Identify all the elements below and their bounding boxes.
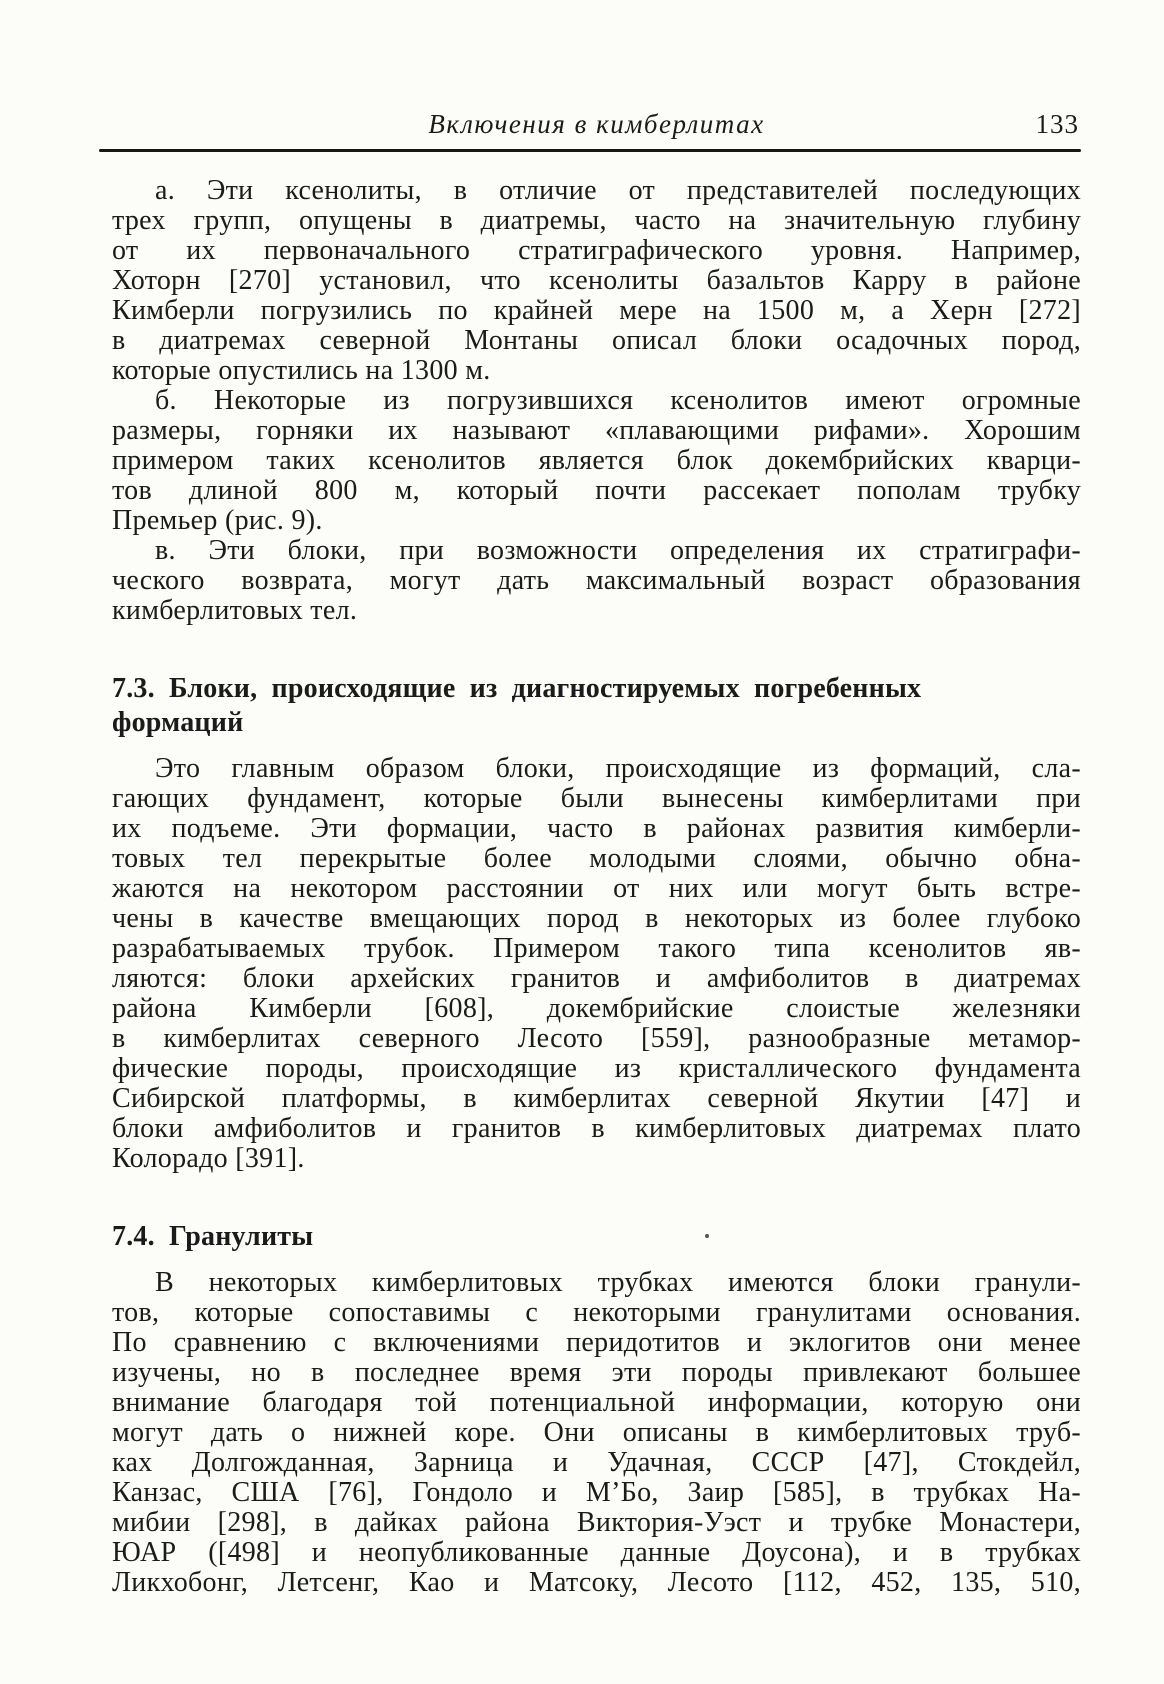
text-line: товых тел перекрытые более молодыми слоями, обычно обна- <box>112 843 1081 874</box>
text-line: района Кимберли [608], докембрийские слоистые железняки <box>112 993 1081 1024</box>
text-line: Премьер (рис. 9). <box>112 505 323 536</box>
paragraph <box>112 176 1081 386</box>
text-line: ЮАР ([498] и неопубликованные данные Доусона), и в трубках <box>112 1537 1081 1568</box>
text-line: тов длиной 800 м, который почти рассекает пополам трубку <box>112 475 1081 506</box>
text-line: В некоторых кимберлитовых трубках имеются блоки гранули- <box>155 1267 1081 1298</box>
text-line: изучены, но в последнее время эти породы привлекают большее <box>112 1357 1081 1388</box>
text-line: размеры, горняки их называют «плавающими рифами». Хорошим <box>112 415 1081 446</box>
text-line: Кимберли погрузились по крайней мере на 1500 м, а Херн [272] <box>112 295 1081 326</box>
text-line: Это главным образом блоки, происходящие из формаций, сла- <box>155 753 1081 784</box>
text-line: в диатремах северной Монтаны описал блоки осадочных пород, <box>112 325 1081 356</box>
content <box>112 176 1081 1598</box>
text-line: Сибирской платформы, в кимберлитах северной Якутии [47] и <box>112 1083 1081 1114</box>
text-line: трех групп, опущены в диатремы, часто на значительную глубину <box>112 205 1081 236</box>
text-line: разрабатываемых трубок. Примером такого типа ксенолитов яв- <box>112 933 1081 964</box>
text-line: блоки амфиболитов и гранитов в кимберлитовых диатремах плато <box>112 1113 1081 1144</box>
page-number: 133 <box>1035 109 1079 139</box>
header-rule <box>99 149 1081 152</box>
text-line: По сравнению с включениями перидотитов и эклогитов они менее <box>112 1327 1081 1358</box>
text-line: мибии [298], в дайках района Виктория-Уэст и трубке Монастери, <box>112 1507 1081 1538</box>
text-line: тов, которые сопоставимы с некоторыми гранулитами основания. <box>112 1297 1081 1328</box>
scan-artifact-dot <box>705 1234 709 1238</box>
text-line: 7.4. Гранулиты <box>112 1221 314 1252</box>
text-line: кимберлитовых тел. <box>112 595 358 626</box>
text-line: жаются на некотором расстоянии от них или могут быть встре- <box>112 873 1081 904</box>
text-line: чены в качестве вмещающих пород в некоторых из более глубоко <box>112 903 1081 934</box>
text-line: их подъеме. Эти формации, часто в районах развития кимберли- <box>112 813 1081 844</box>
text-line: ляются: блоки архейских гранитов и амфиболитов в диатремах <box>112 963 1081 994</box>
text-line: фические породы, происходящие из кристаллического фундамента <box>112 1053 1081 1084</box>
text-line: в. Эти блоки, при возможности определения их стратиграфи- <box>155 535 1081 566</box>
text-line: Ликхобонг, Летсенг, Као и Матсоку, Лесото [112, 452, 135, 510, <box>112 1567 1081 1598</box>
text-line: ках Долгожданная, Зарница и Удачная, СССР [47], Стокдейл, <box>112 1447 1081 1478</box>
text-line: формаций <box>112 707 244 738</box>
text-line: примером таких ксенолитов является блок докембрийских кварци- <box>112 445 1081 476</box>
text-line: а. Эти ксенолиты, в отличие от представителей последующих <box>155 175 1081 206</box>
paragraph <box>112 386 1081 536</box>
text-line: Хоторн [270] установил, что ксенолиты базальтов Карру в районе <box>112 265 1081 296</box>
text-line: которые опустились на 1300 м. <box>112 355 491 386</box>
paragraph <box>112 1268 1081 1598</box>
paragraph <box>112 754 1081 1174</box>
running-head <box>112 108 1081 148</box>
paragraph <box>112 536 1081 626</box>
section-heading <box>112 672 1081 740</box>
text-line: в кимберлитах северного Лесото [559], разнообразные метамор- <box>112 1023 1081 1054</box>
text-line: могут дать о нижней коре. Они описаны в кимберлитовых труб- <box>112 1417 1081 1448</box>
text-line: б. Некоторые из погрузившихся ксенолитов имеют огромные <box>155 385 1081 416</box>
running-title: Включения в кимберлитах <box>428 109 765 139</box>
text-line: от их первоначального стратиграфического уровня. Например, <box>112 235 1081 266</box>
text-line: гающих фундамент, которые были вынесены кимберлитами при <box>112 783 1081 814</box>
text-line: 7.3. Блоки, происходящие из диагностируемых погребенных <box>112 673 922 704</box>
text-line: Канзас, США [76], Гондоло и М’Бо, Заир [585], в трубках На- <box>112 1477 1081 1508</box>
text-line: внимание благодаря той потенциальной информации, которую они <box>112 1387 1081 1418</box>
text-line: Колорадо [391]. <box>112 1143 305 1174</box>
text-line: ческого возврата, могут дать максимальный возраст образования <box>112 565 1081 596</box>
section-heading <box>112 1220 1081 1254</box>
